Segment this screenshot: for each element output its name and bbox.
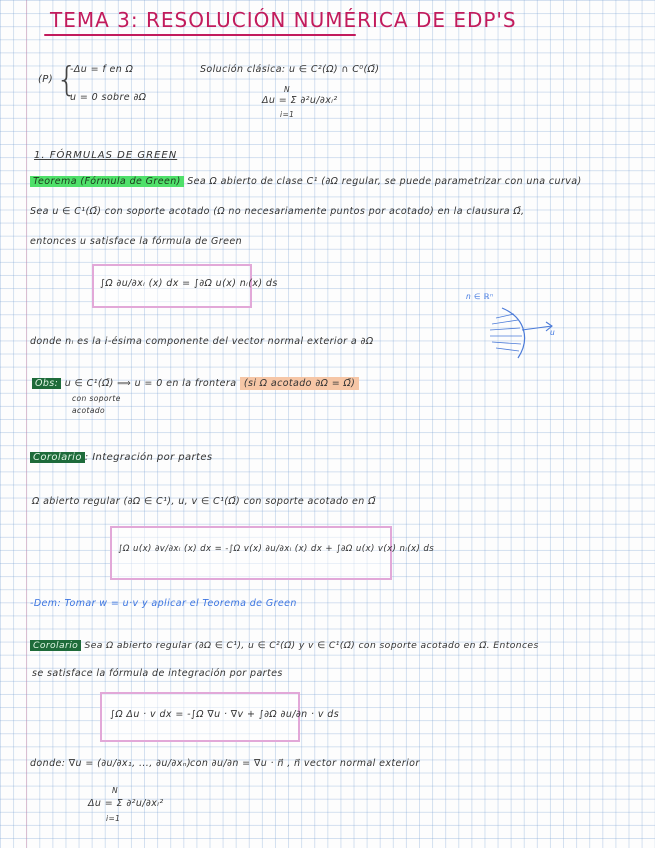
normal-sub: u bbox=[550, 328, 556, 337]
corolario1-tag: Corolario bbox=[30, 452, 85, 463]
normal-label: n ∈ ℝⁿ bbox=[466, 292, 494, 301]
formula-green2: ∫Ω Δu · v dx = -∫Ω ∇u · ∇v + ∫∂Ω ∂u/∂n · v ds bbox=[110, 709, 340, 720]
laplacian-def: Δu = Σ ∂²u/∂xᵢ² bbox=[262, 95, 338, 106]
laplacian-sum-top: N bbox=[284, 85, 291, 94]
problem-label: (P) bbox=[38, 74, 54, 85]
laplacian2-sum-bottom: i=1 bbox=[106, 814, 121, 823]
title-underline bbox=[44, 34, 356, 36]
obs-text: u ∈ C¹(Ω̄) ⟹ u = 0 en la frontera bbox=[64, 378, 237, 389]
corolario2-tag: Corolario bbox=[30, 640, 81, 651]
corolario2-line2: se satisface la fórmula de integración por partes bbox=[32, 668, 283, 679]
classical-solution: Solución clásica: u ∈ C²(Ω) ∩ C⁰(Ω̄) bbox=[200, 64, 380, 75]
teorema-line1: Sea Ω abierto de clase C¹ (∂Ω regular, se puede parametrizar con una curva) bbox=[187, 176, 582, 187]
donde-ni-line: donde nᵢ es la i-ésima componente del vector normal exterior a ∂Ω bbox=[30, 336, 374, 347]
corolario1-line bbox=[30, 452, 213, 463]
obs-sub1: con soporte bbox=[72, 394, 121, 403]
corolario2-line bbox=[30, 640, 539, 651]
laplacian2-sum-top: N bbox=[112, 786, 119, 795]
teorema-line2: Sea u ∈ C¹(Ω̄) con soporte acotado (Ω no necesariamente puntos por acotado) en la clausura Ω̄, bbox=[30, 206, 525, 217]
teorema-line3: entonces u satisface la fórmula de Green bbox=[30, 236, 243, 247]
laplacian-sum-bottom: i=1 bbox=[280, 110, 295, 119]
formula-ibp: ∫Ω u(x) ∂v/∂xᵢ (x) dx = -∫Ω v(x) ∂u/∂xᵢ (x) dx + ∫∂Ω u(x) v(x) nᵢ(x) ds bbox=[118, 544, 435, 554]
teorema-line bbox=[30, 176, 582, 187]
corolario1-line1: Ω abierto regular (∂Ω ∈ C¹), u, v ∈ C¹(Ω̄) con soporte acotado en Ω̄ bbox=[32, 496, 376, 507]
dem-line: -Dem: Tomar w = u·v y aplicar el Teorema de Green bbox=[30, 598, 297, 609]
problem-eq1: -Δu = f en Ω bbox=[70, 64, 134, 75]
obs-line bbox=[32, 378, 359, 389]
brace: { bbox=[56, 60, 78, 100]
donde-tail: con ∂u/∂n = ∇u · n⃗ , n⃗ vector normal exterior bbox=[190, 758, 420, 769]
section-heading: 1. FÓRMULAS DE GREEN bbox=[34, 150, 178, 161]
obs-tag: Obs: bbox=[32, 378, 61, 389]
donde-grad: donde: ∇u = (∂u/∂x₁, ..., ∂u/∂xₙ) bbox=[30, 758, 192, 769]
formula-green: ∫Ω ∂u/∂xᵢ (x) dx = ∫∂Ω u(x) nᵢ(x) ds bbox=[100, 278, 278, 289]
page-title: TEMA 3: RESOLUCIÓN NUMÉRICA DE EDP'S bbox=[50, 8, 517, 32]
teorema-tag: Teorema (Fórmula de Green) bbox=[30, 176, 184, 187]
corolario2-text: Sea Ω abierto regular (∂Ω ∈ C¹), u ∈ C²(Ω̄) y v ∈ C¹(Ω̄) con soporte acotado en Ω̄. Entonces bbox=[84, 640, 539, 651]
corolario1-text: : Integración por partes bbox=[84, 452, 213, 463]
problem-eq2: u = 0 sobre ∂Ω bbox=[70, 92, 147, 103]
obs-note: (si Ω acotado ∂Ω = Ω̄) bbox=[240, 377, 359, 390]
obs-sub2: acotado bbox=[72, 406, 105, 415]
margin-line bbox=[26, 0, 27, 848]
laplacian2-def: Δu = Σ ∂²u/∂xᵢ² bbox=[88, 798, 164, 809]
